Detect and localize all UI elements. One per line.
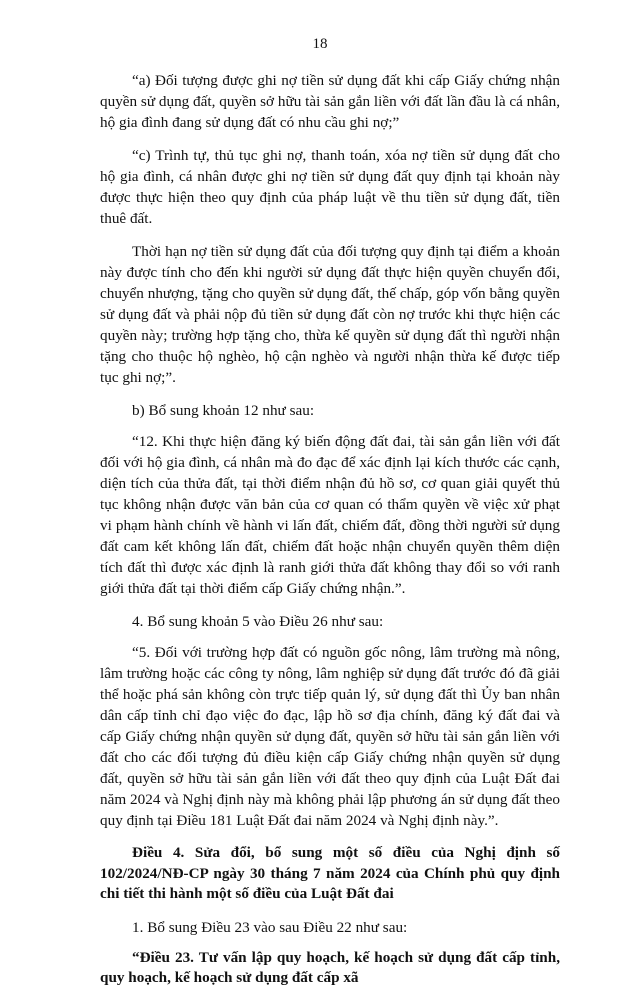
paragraph-item-b: b) Bổ sung khoản 12 như sau:	[132, 402, 315, 419]
paragraph-item-4: 4. Bổ sung khoản 5 vào Điều 26 như sau:	[132, 613, 384, 630]
document-body	[100, 70, 560, 1001]
page-number: 18	[312, 36, 328, 52]
paragraph-debt-term: Thời hạn nợ tiền sử dụng đất của đối tượng quy định tại điểm a khoản này được tính cho đến khi người sử dụng đất thực hiện quyền chuyển đổi, chuyển nhượng, tặng cho quyền sử dụng đất, thế chấp, góp vốn bằng quyền sử dụng đất và phải nộp đủ tiền sử dụng đất còn nợ trước khi thực hiện các quyền này; trường hợp tặng cho, thừa kế quyền sử dụng đất thì người nhận tặng cho thuộc hộ nghèo, hộ cận nghèo và người nhận thừa kế được tiếp tục ghi nợ;”.	[100, 243, 560, 386]
article-23-heading: “Điều 23. Tư vấn lập quy hoạch, kế hoạch sử dụng đất cấp tỉnh, quy hoạch, kế hoạch sử dụng đất cấp xã	[100, 948, 560, 986]
paragraph-clause-12: “12. Khi thực hiện đăng ký biến động đất đai, tài sản gắn liền với đất đối với hộ gia đình, cá nhân mà đo đạc để xác định lại kích thước các cạnh, diện tích của thửa đất, tại thời điểm nhận đủ hồ sơ, cơ quan giải quyết thủ tục không nhận được văn bản của cơ quan có thẩm quyền về việc xử phạt vi phạm hành chính về hành vi lấn đất, chiếm đất, đồng thời người sử dụng đất cam kết không lấn đất, chiếm đất hoặc nhận chuyển quyền thêm diện tích đất thì được xác định là ranh giới thửa đất không thay đổi so với ranh giới thửa đất tại thời điểm cấp Giấy chứng nhận.”.	[100, 433, 560, 597]
paragraph-point-c: “c) Trình tự, thủ tục ghi nợ, thanh toán, xóa nợ tiền sử dụng đất cho hộ gia đình, cá nhân được ghi nợ tiền sử dụng đất quy định tại khoản này được thực hiện theo quy định của pháp luật về thu tiền sử dụng đất, tiền thuê đất.	[100, 147, 560, 227]
paragraph-clause-5: “5. Đối với trường hợp đất có nguồn gốc nông, lâm trường mà nông, lâm trường hoặc các công ty nông, lâm nghiệp sử dụng đất trước đó đã giải thể hoặc phá sản không còn trực tiếp quản lý, sử dụng đất thì Ủy ban nhân dân cấp tỉnh chỉ đạo việc đo đạc, lập hồ sơ địa chính, đăng ký đất đai và cấp Giấy chứng nhận quyền sử dụng đất, quyền sở hữu tài sản gắn liền với đất cho các đối tượng đủ điều kiện cấp Giấy chứng nhận quyền sử dụng đất, quyền sở hữu tài sản gắn liền với đất theo quy định của Luật Đất đai năm 2024 và Nghị định này mà không phải lập phương án sử dụng đất theo quy định tại Điều 181 Luật Đất đai năm 2024 và Nghị định này.”.	[100, 644, 560, 829]
paragraph-item-1: 1. Bổ sung Điều 23 vào sau Điều 22 như sau:	[132, 918, 408, 936]
article-4-heading: Điều 4. Sửa đổi, bổ sung một số điều của Nghị định số 102/2024/NĐ-CP ngày 30 tháng 7 năm 2024 của Chính phủ quy định chi tiết thi hành một số điều của Luật Đất đai	[100, 844, 560, 902]
paragraph-point-a: “a) Đối tượng được ghi nợ tiền sử dụng đất khi cấp Giấy chứng nhận quyền sử dụng đất, quyền sở hữu tài sản gắn liền với đất lần đầu là cá nhân, hộ gia đình đang sử dụng đất có nhu cầu ghi nợ;”	[100, 72, 560, 131]
